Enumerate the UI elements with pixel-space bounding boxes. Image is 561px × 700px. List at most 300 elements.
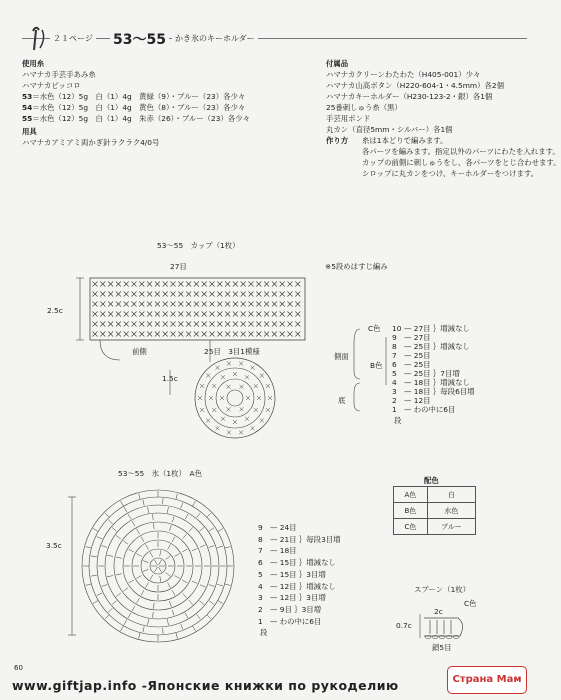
stitch-mark — [256, 282, 261, 287]
stitch-mark — [251, 366, 255, 370]
row-number: 10 — [392, 324, 402, 333]
materials-heading: 使用糸 — [22, 59, 45, 68]
stitch-mark — [154, 603, 155, 609]
stitch-mark — [108, 332, 113, 337]
stitch-mark — [256, 312, 261, 317]
b-color-label: B色 — [370, 361, 383, 370]
stitch-mark — [225, 282, 230, 287]
stitch-mark — [217, 546, 223, 548]
stitch-mark — [233, 282, 238, 287]
c-color-label: C色 — [368, 324, 381, 333]
row-stitches: — 27目 — [404, 324, 431, 333]
row-stitches: — 25目 — [404, 351, 431, 360]
stitch-mark — [139, 302, 144, 307]
ice-round-chart — [82, 490, 234, 642]
cup-chart — [60, 270, 325, 445]
stitch-mark — [172, 590, 175, 595]
stitch-mark — [163, 282, 168, 287]
stitch-mark — [227, 430, 231, 434]
row-note: ｝増減なし — [296, 581, 336, 591]
stitch-mark — [202, 292, 207, 297]
stitch-mark — [169, 601, 171, 607]
row-number: 2 — [392, 396, 397, 405]
row-stitches: — 27目 — [404, 333, 431, 342]
stitch-mark — [105, 615, 109, 619]
stitch-mark — [108, 312, 113, 317]
stitch-mark — [86, 547, 92, 549]
stitch-mark — [254, 384, 258, 388]
stitch-mark — [174, 554, 179, 557]
stitch-mark — [202, 322, 207, 327]
color-value: ブルー — [427, 519, 475, 535]
stitch-mark — [124, 312, 129, 317]
stitch-mark — [116, 557, 122, 558]
stitch-mark — [217, 292, 222, 297]
stitch-mark — [209, 601, 214, 604]
stitch-mark — [124, 620, 127, 625]
row-entry — [258, 569, 326, 580]
stitch-mark — [181, 503, 183, 509]
stitch-mark — [163, 292, 168, 297]
stitch-mark — [155, 282, 160, 287]
bottom-label: 底 — [338, 396, 346, 405]
stitch-mark — [217, 282, 222, 287]
stitch-mark — [159, 567, 162, 572]
stitch-mark — [288, 332, 293, 337]
stitch-mark — [295, 292, 300, 297]
stitch-mark — [210, 332, 215, 337]
color-value: 白 — [427, 487, 475, 503]
stitch-mark — [186, 312, 191, 317]
stitch-mark — [163, 302, 168, 307]
stitch-mark — [97, 536, 102, 539]
row-entry — [258, 534, 341, 545]
stitch-mark — [210, 282, 215, 287]
stitch-mark — [202, 332, 207, 337]
stitch-mark — [185, 613, 188, 618]
color-table — [393, 486, 476, 535]
row-note: ｝増減なし — [430, 324, 470, 333]
row-entry — [258, 522, 297, 533]
stitch-mark — [225, 332, 230, 337]
color-row — [394, 503, 476, 519]
stitch-mark — [147, 332, 152, 337]
color-row — [394, 487, 476, 503]
stitch-mark — [183, 593, 187, 597]
stitch-mark — [233, 292, 238, 297]
stitch-mark — [295, 312, 300, 317]
stitch-mark — [216, 366, 220, 370]
stitch-mark — [108, 302, 113, 307]
stitch-mark — [86, 584, 92, 586]
stitch-mark — [155, 560, 158, 565]
stitch-mark — [233, 302, 238, 307]
row-number: 3 — [258, 593, 263, 603]
row-note: ｝3目増 — [296, 569, 326, 579]
stitch-mark — [166, 572, 171, 576]
site-logo: Страна Мам — [447, 666, 527, 694]
color-row — [394, 519, 476, 535]
cup-base-size: 1.5c — [162, 374, 178, 383]
row-number: 1 — [392, 405, 397, 414]
accessory-line: ハマナカクリーンわたわた（H405-001）少々 — [326, 70, 481, 79]
stitch-mark — [266, 408, 270, 412]
stitch-mark — [171, 302, 176, 307]
stitch-mark — [280, 322, 285, 327]
stitch-mark — [147, 302, 152, 307]
stitch-mark — [183, 534, 187, 538]
stitch-mark — [272, 282, 277, 287]
cup-start-label: 25目 3目1模様 — [204, 347, 260, 356]
stitch-mark — [260, 418, 264, 422]
stitch-mark — [168, 582, 171, 587]
stitch-mark — [91, 556, 97, 557]
stitch-mark — [280, 332, 285, 337]
stitch-mark — [200, 545, 205, 547]
stitch-mark — [160, 576, 161, 582]
stitch-mark — [199, 527, 204, 531]
stitch-mark — [182, 549, 187, 552]
color-table-title: 配色 — [424, 476, 439, 485]
method-line: シロップに丸カンをつけ、キーホルダーをつけます。 — [362, 169, 539, 178]
stitch-mark — [171, 332, 176, 337]
material-line-54: 54＝水色（12）5g 白（1）4g 黄色（8）・ブルー（23）各少々 — [22, 103, 246, 112]
ice-chart — [60, 485, 260, 650]
stitch-mark — [93, 312, 98, 317]
stitch-mark — [288, 302, 293, 307]
row-stitches: — 18目 — [270, 546, 297, 556]
stitch-mark — [132, 312, 137, 317]
stitch-mark — [102, 584, 108, 586]
stitch-mark — [129, 549, 134, 552]
row-number: 3 — [392, 387, 397, 396]
stitch-mark — [227, 407, 231, 411]
row-stitches: — 21目 — [270, 534, 297, 544]
stitch-mark — [264, 312, 269, 317]
stitch-mark — [181, 624, 183, 630]
stitch-mark — [217, 302, 222, 307]
stitch-mark — [189, 600, 193, 604]
stitch-mark — [225, 302, 230, 307]
stitch-mark — [254, 408, 258, 412]
row-number: 7 — [258, 546, 263, 556]
stitch-mark — [163, 322, 168, 327]
stitch-mark — [218, 601, 223, 604]
stitch-mark — [132, 521, 135, 526]
crochet-hook-icon — [28, 26, 48, 52]
stitch-mark — [212, 384, 216, 388]
stitch-mark — [147, 322, 152, 327]
stitch-mark — [107, 555, 113, 556]
stitch-mark — [150, 552, 153, 557]
spoon-width: 2c — [434, 607, 443, 616]
stitch-mark — [155, 322, 160, 327]
stitch-mark — [280, 302, 285, 307]
stitch-mark — [139, 494, 141, 500]
stitch-mark — [264, 302, 269, 307]
stitch-mark — [116, 312, 121, 317]
page-reference: ２１ページ — [50, 33, 96, 44]
stitch-mark — [216, 426, 220, 430]
stitch-mark — [105, 513, 109, 517]
stitch-mark — [241, 332, 246, 337]
stitch-mark — [197, 513, 201, 518]
stitch-mark — [193, 501, 196, 506]
stitch-mark — [128, 514, 131, 519]
row-note: ｝増減なし — [430, 342, 470, 351]
row-entry — [258, 557, 336, 568]
row-stitches: — 12目 — [404, 396, 431, 405]
stitch-mark — [194, 332, 199, 337]
stitch-mark — [206, 418, 210, 422]
stitch-mark — [139, 292, 144, 297]
stitch-mark — [202, 312, 207, 317]
row-stitches: — 24目 — [270, 523, 297, 532]
cup-title: 53〜55 カップ（1枚） — [157, 241, 240, 250]
stitch-mark — [233, 312, 238, 317]
color-key: C色 — [394, 519, 428, 535]
stitch-mark — [210, 292, 215, 297]
stitch-mark — [245, 417, 249, 421]
stitch-mark — [116, 535, 121, 539]
stitch-mark — [108, 292, 113, 297]
stitch-mark — [112, 527, 117, 531]
stitch-mark — [186, 292, 191, 297]
stitch-mark — [136, 576, 141, 579]
row-number: 8 — [392, 342, 397, 351]
stitch-mark — [249, 292, 254, 297]
stitch-mark — [129, 580, 134, 583]
stitch-mark — [272, 302, 277, 307]
stitch-mark — [288, 282, 293, 287]
row-stitches: — わの中に6目 — [404, 405, 456, 414]
stitch-mark — [192, 581, 197, 583]
stitch-mark — [249, 312, 254, 317]
stitch-mark — [206, 374, 210, 378]
stitch-mark — [288, 322, 293, 327]
stitch-mark — [225, 547, 231, 549]
row-entry — [258, 604, 321, 615]
stitch-mark — [159, 560, 162, 565]
method-block — [326, 135, 561, 179]
stitch-mark — [241, 282, 246, 287]
material-line-55: 55＝水色（12）5g 白（1）4g 朱赤（26）・ブルー（23）各少々 — [22, 114, 250, 123]
stitch-mark — [264, 332, 269, 337]
stitch-mark — [202, 302, 207, 307]
stitch-mark — [116, 292, 121, 297]
row-number: 1 — [258, 616, 263, 626]
stitch-mark — [189, 527, 193, 531]
row-number: 2 — [258, 604, 263, 614]
stitch-mark — [198, 396, 202, 400]
stitch-mark — [240, 407, 244, 411]
row-entry — [258, 592, 326, 603]
row-number: 9 — [258, 523, 263, 532]
cup-row-suffix: 段 — [394, 416, 402, 425]
stitch-mark — [225, 312, 230, 317]
stitch-mark — [168, 544, 171, 549]
stitch-mark — [280, 312, 285, 317]
stitch-mark — [209, 396, 213, 400]
stitch-mark — [132, 302, 137, 307]
row-number: 4 — [258, 581, 263, 591]
stitch-mark — [116, 593, 121, 597]
stitch-mark — [264, 292, 269, 297]
stitch-mark — [153, 514, 154, 520]
row-note: ｝毎段6目増 — [430, 387, 475, 396]
stitch-mark — [171, 292, 176, 297]
row-number: 5 — [392, 369, 397, 378]
materials-block — [22, 58, 250, 148]
stitch-mark — [239, 430, 243, 434]
stitch-mark — [116, 332, 121, 337]
ice-diameter: 3.5c — [46, 541, 62, 550]
stitch-mark — [256, 292, 261, 297]
stitch-mark — [132, 292, 137, 297]
stitch-mark — [241, 292, 246, 297]
stitch-mark — [217, 312, 222, 317]
stitch-mark — [154, 523, 155, 529]
stitch-mark — [178, 302, 183, 307]
page-number: 60 — [14, 664, 23, 672]
stitch-mark — [210, 312, 215, 317]
stitch-mark — [132, 282, 137, 287]
stitch-mark — [155, 302, 160, 307]
stitch-mark — [148, 507, 149, 513]
stitch-mark — [139, 332, 144, 337]
stitch-mark — [137, 598, 140, 603]
stitch-mark — [209, 584, 215, 586]
stitch-mark — [102, 545, 108, 547]
method-heading: 作り方 — [326, 136, 349, 145]
stitch-mark — [241, 322, 246, 327]
row-number: 7 — [392, 351, 397, 360]
stitch-mark — [221, 375, 225, 379]
stitch-mark — [249, 322, 254, 327]
stitch-mark — [280, 292, 285, 297]
stitch-mark — [288, 312, 293, 317]
stitch-mark — [192, 549, 197, 551]
spoon-color: C色 — [464, 599, 477, 608]
stitch-mark — [207, 513, 211, 517]
stitch-mark — [194, 302, 199, 307]
stitch-mark — [194, 282, 199, 287]
row-stitches: — 15目 — [270, 569, 297, 579]
stitch-mark — [194, 292, 199, 297]
stitch-mark — [217, 322, 222, 327]
stitch-mark — [167, 619, 168, 625]
header-rule — [22, 38, 527, 39]
stitch-mark — [295, 282, 300, 287]
watermark-site: www.giftjap.info -Японские книжки по рукоделию — [12, 678, 399, 693]
stitch-mark — [108, 282, 113, 287]
stitch-mark — [160, 550, 161, 556]
ice-row-suffix: 段 — [260, 628, 268, 637]
stitch-mark — [176, 494, 178, 500]
row-note: ｝増減なし — [296, 558, 336, 568]
stitch-mark — [169, 525, 171, 531]
stitch-mark — [147, 312, 152, 317]
stitch-mark — [233, 372, 237, 376]
row-note: ｝毎段3目増 — [296, 534, 341, 544]
stitch-mark — [132, 322, 137, 327]
stitch-mark — [153, 612, 154, 618]
row-entry — [392, 404, 455, 415]
stitch-mark — [148, 619, 149, 625]
stitch-mark — [147, 282, 152, 287]
stitch-mark — [121, 501, 124, 506]
spoon-chart — [410, 610, 470, 642]
tools-text: ハマナカアミアミ両かぎ針ラクラク4/0号 — [22, 138, 160, 147]
accessories-heading: 付属品 — [326, 59, 349, 68]
stitch-mark — [272, 332, 277, 337]
color-key: A色 — [394, 487, 428, 503]
stitch-mark — [178, 312, 183, 317]
row-stitches: — 25目 — [404, 360, 431, 369]
row-note: ｝7目増 — [430, 369, 460, 378]
stitch-mark — [108, 520, 112, 524]
stitch-mark — [280, 282, 285, 287]
stitch-mark — [186, 332, 191, 337]
stitch-mark — [178, 332, 183, 337]
stitch-mark — [193, 626, 196, 631]
stitch-mark — [146, 582, 149, 587]
stitch-mark — [288, 292, 293, 297]
stitch-mark — [225, 292, 230, 297]
stitch-mark — [147, 292, 152, 297]
stitch-mark — [132, 332, 137, 337]
stitch-mark — [171, 282, 176, 287]
row-number: 9 — [392, 333, 397, 342]
stitch-mark — [202, 282, 207, 287]
stitch-mark — [241, 302, 246, 307]
row-note: ｝3目増 — [296, 593, 326, 603]
side-label: 側面 — [334, 352, 349, 361]
pattern-number: 53〜55 — [110, 29, 169, 49]
page-header — [22, 28, 527, 54]
stitch-mark — [100, 332, 105, 337]
stitch-mark — [163, 332, 168, 337]
stitch-mark — [128, 613, 131, 618]
stitch-mark — [171, 322, 176, 327]
row-stitches: — わの中に6目 — [270, 616, 322, 626]
stitch-mark — [233, 420, 237, 424]
stitch-mark — [155, 567, 158, 572]
stitch-mark — [227, 385, 231, 389]
stitch-mark — [268, 396, 272, 400]
stitch-mark — [245, 375, 249, 379]
stitch-mark — [93, 332, 98, 337]
stitch-mark — [272, 322, 277, 327]
stitch-mark — [249, 302, 254, 307]
stitch-mark — [233, 322, 238, 327]
stitch-mark — [108, 608, 112, 612]
stitch-mark — [217, 332, 222, 337]
stitch-mark — [100, 322, 105, 327]
spoon-height: 0.7c — [396, 621, 412, 630]
stitch-mark — [295, 332, 300, 337]
accessory-line: ハマナカ山高ボタン（H220-604-1・4.5mm）各2個 — [326, 81, 504, 90]
stitch-mark — [91, 575, 97, 576]
stitch-mark — [123, 588, 128, 592]
row-note: ｝増減なし — [430, 378, 470, 387]
cup-side-chart — [76, 278, 305, 362]
color-key: B色 — [394, 503, 428, 519]
stitch-mark — [116, 574, 122, 575]
stitch-mark — [100, 302, 105, 307]
method-line: 糸は1本どりで編みます。 — [362, 136, 448, 145]
cup-top-count: 27目 — [170, 262, 187, 271]
